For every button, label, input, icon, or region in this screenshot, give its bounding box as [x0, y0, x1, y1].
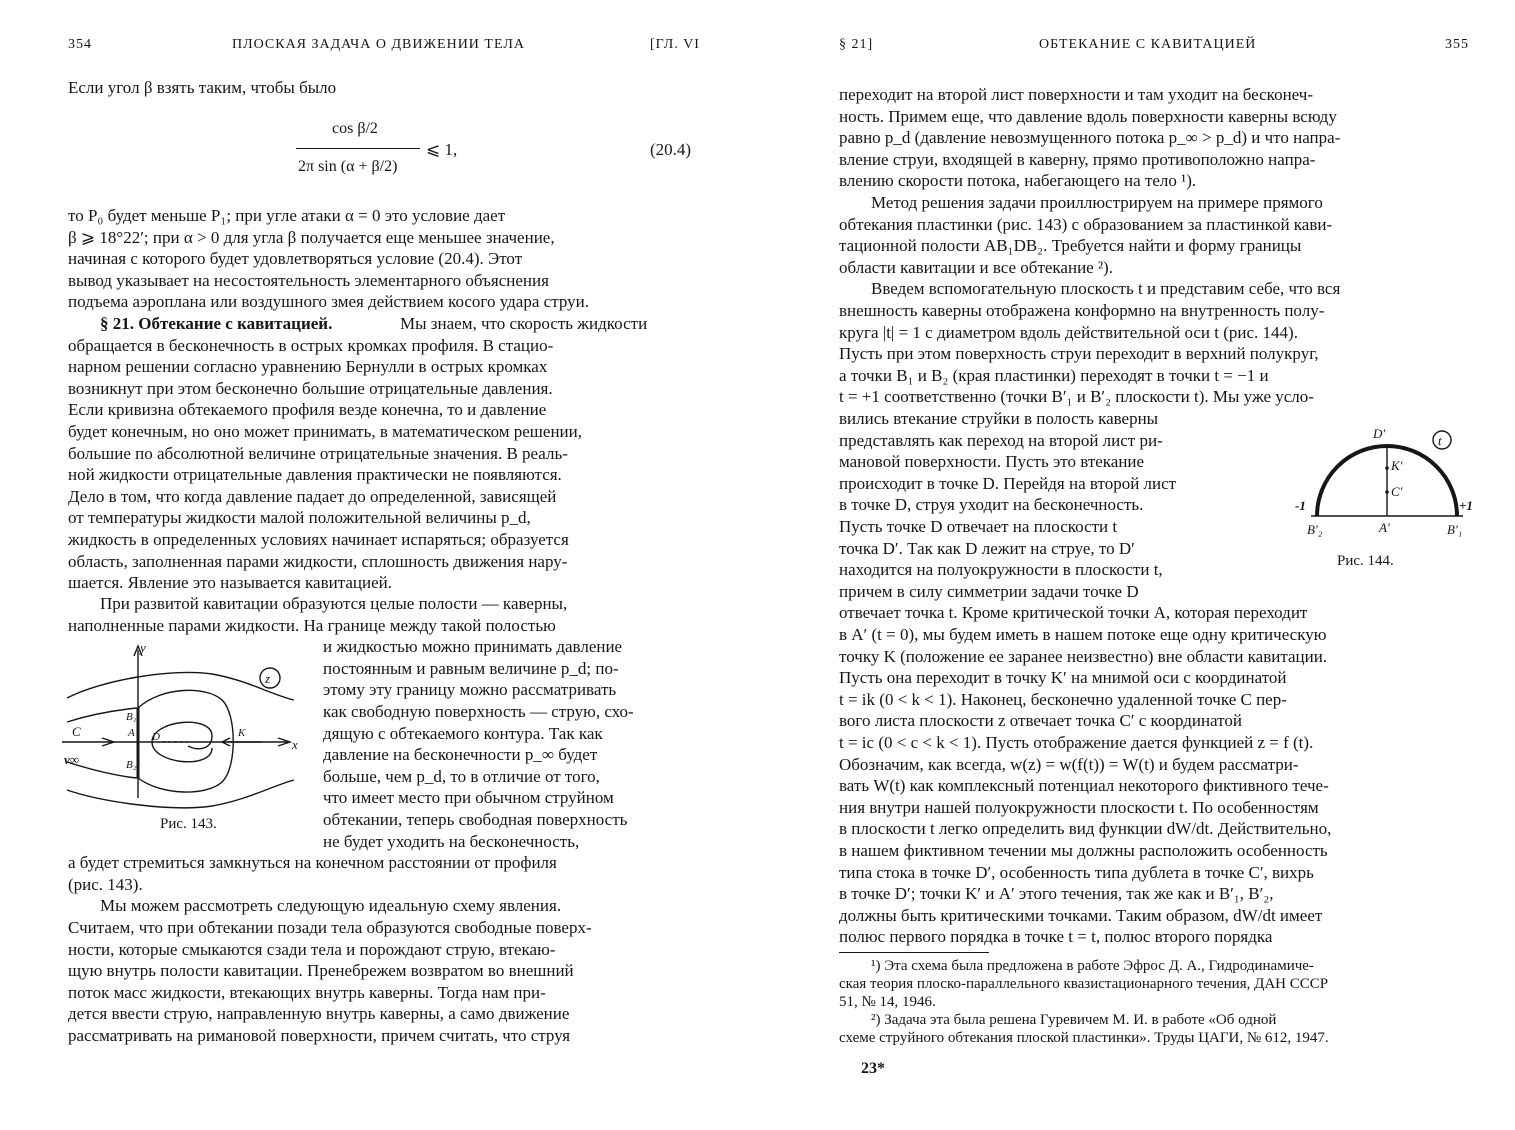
running-title: ПЛОСКАЯ ЗАДАЧА О ДВИЖЕНИИ ТЕЛА	[232, 37, 525, 52]
text-line: возникнут при этом бесконечно большие отрицательные давления.	[68, 378, 553, 398]
text-line: в A′ (t = 0), мы будем иметь в нашем потоке еще одну критическую	[839, 625, 1327, 644]
running-title: ОБТЕКАНИЕ С КАВИТАЦИЕЙ	[1039, 37, 1257, 52]
section-heading: § 21. Обтекание с кавитацией.	[100, 314, 333, 333]
figure-144-diagram	[1287, 418, 1482, 553]
streamline-bottom-outer	[67, 780, 294, 808]
signature-mark: 23*	[861, 1060, 885, 1077]
footnote-line: ская теория плоско-параллельного квазистационарного течения, ДАН СССР	[839, 976, 1329, 992]
text-line: t = ic (0 < c < k < 1). Пусть отображение дается функцией z = f (t).	[839, 733, 1314, 752]
text-line: влению скорости потока, набегающего на тело ¹).	[839, 171, 1197, 191]
text-line: Дело в том, что когда давление падает до определенной, зависящей	[68, 486, 557, 506]
text-line: области кавитации и все обтекание ²).	[839, 257, 1113, 277]
text-line: жидкость в определенных условиях начинает испаряться; образуется	[68, 530, 569, 549]
figure-144-caption: Рис. 144.	[1337, 553, 1394, 569]
text-line: t = +1 соответственно (точки B′₁ и B′₂ плоскости t). Мы уже усло-	[839, 387, 1314, 407]
text-line: не будет уходить на бесконечность,	[323, 831, 580, 851]
label-C-prime: C′	[1391, 484, 1403, 499]
text-line: давление на бесконечности p_∞ будет	[323, 745, 598, 765]
text-line: то P₀ будет меньше P₁; при угле атаки α = 0 это условие дает	[68, 206, 506, 225]
text-line: поток масс жидкости, втекающих внутрь каверны. Тогда нам при-	[68, 982, 546, 1002]
text-line: а точки B₁ и B₂ (края пластинки) переходят в точки t = −1 и	[839, 365, 1269, 385]
right-page	[757, 0, 1515, 1130]
text-line: в плоскости t легко определить вид функции dW/dt. Действительно,	[839, 819, 1332, 839]
figure-143-caption: Рис. 143.	[160, 816, 217, 832]
figure-143-diagram	[62, 640, 312, 816]
text-line: вывод указывает на несостоятельность элементарного объяснения	[68, 270, 549, 290]
label-K: K	[238, 727, 246, 739]
label-K-prime: K′	[1391, 458, 1403, 473]
text-line: ность. Примем еще, что давление вдоль поверхности каверны всюду	[839, 106, 1337, 126]
text-line: в точке D′; точки K′ и A′ этого течения, так же как и B′₁, B′₂,	[839, 884, 1274, 904]
text-line: начиная с которого будет удовлетворяться условие (20.4). Этот	[68, 249, 523, 269]
text-line: Обозначим, как всегда, w(z) = w(f(t)) = W(t) и будем рассматри-	[839, 754, 1299, 774]
text-line: Мы можем рассмотреть следующую идеальную схему явления.	[100, 896, 562, 916]
text-line: (рис. 143).	[68, 874, 143, 894]
formula-numerator: cos β/2	[332, 120, 378, 137]
text-line: Пусть при этом поверхность струи переходит в верхний полукруг,	[839, 344, 1319, 364]
text-line: При развитой кавитации образуются целые полости — каверны,	[100, 594, 568, 613]
label-z: z	[265, 671, 271, 686]
text-line: вились втекание струйки в полость каверны	[839, 409, 1159, 428]
cavity-inner-jet	[152, 722, 212, 749]
label-D: D	[152, 731, 160, 743]
text-line: и жидкостью можно принимать давление	[323, 637, 623, 657]
label-B2-prime: B′₂	[1307, 522, 1323, 537]
text-line: область, заполненная парами жидкости, сплошность движения нару-	[68, 551, 568, 571]
text-line: обтекания пластинки (рис. 143) с образованием за пластинкой кави-	[839, 214, 1333, 234]
text-line: подъема аэроплана или воздушного змея действием косого удара струи.	[68, 292, 589, 312]
text-line: должны быть критическими точками. Таким образом, dW/dt имеет	[839, 905, 1323, 925]
text-line: обращается в бесконечность в острых кромках профиля. В стацио-	[68, 335, 554, 355]
text-line: шается. Явление это называется кавитацией.	[68, 573, 392, 593]
label-y: y	[140, 640, 146, 655]
label-D-prime: D′	[1373, 426, 1386, 441]
text-line: Мы знаем, что скорость жидкости	[400, 314, 648, 333]
text-line: в нашем фиктивном течении мы должны расположить особенность	[839, 841, 1328, 860]
text-line: вление струи, входящей в каверну, прямо противоположно напра-	[839, 149, 1316, 169]
text-line: Если кривизна обтекаемого профиля везде конечна, то и давление	[68, 400, 547, 420]
text-line: дется ввести струю, направленную внутрь каверны, а само движение	[68, 1004, 570, 1024]
text-line: нарном решении согласно уравнению Бернулли в острых кромках	[68, 357, 548, 377]
label-B1: B₁	[126, 711, 137, 723]
text-line: β ⩾ 18°22′; при α > 0 для угла β получается еще меньшее значение,	[68, 227, 555, 247]
label-v-infinity: v∞	[64, 752, 80, 767]
label-plus-one: +1	[1459, 498, 1473, 513]
text-line: Введем вспомогательную плоскость t и представим себе, что вся	[871, 279, 1341, 299]
t-circle	[1433, 431, 1451, 449]
point-K	[1385, 466, 1389, 470]
text-line: вого листа плоскости z отвечает точка C′ с координатой	[839, 711, 1242, 731]
text-line: будет конечным, но оно может принимать, в математическом решении,	[68, 422, 582, 441]
text-line: Пусть точке D отвечает на плоскости t	[839, 517, 1118, 536]
label-B1-prime: B′₁	[1447, 522, 1463, 537]
label-C: C	[72, 724, 81, 739]
label-A-prime: A′	[1379, 520, 1390, 535]
text-line: полюс первого порядка в точке t = t, полюс второго порядка	[839, 927, 1273, 947]
text-line: представлять как переход на второй лист ри-	[839, 430, 1163, 450]
text-line: переходит на второй лист поверхности и там уходит на бесконеч-	[839, 85, 1314, 104]
footnote-rule	[839, 952, 989, 953]
footnote-line: ²) Задача эта была решена Гуревичем М. И. в работе «Об одной	[871, 1012, 1277, 1028]
text-line: точка D′. Так как D лежит на струе, то D′	[839, 538, 1135, 558]
text-line: постоянным и равным величине p_d; по-	[323, 658, 619, 678]
label-t: t	[1438, 433, 1442, 448]
text-line: как свободную поверхность — струю, схо-	[323, 702, 634, 721]
text-line: этому эту границу можно рассматривать	[323, 680, 617, 700]
text-line: вать W(t) как комплексный потенциал некоторого фиктивного тече-	[839, 776, 1329, 796]
text-line: происходит в точке D. Перейдя на второй лист	[839, 473, 1177, 493]
left-page	[0, 0, 757, 1130]
text-line: больше, чем p_d, то в отличие от того,	[323, 766, 600, 786]
text-line: t = ik (0 < k < 1). Наконец, бесконечно удаленной точке C пер-	[839, 689, 1287, 709]
text-line: дящую с обтекаемого контура. Так как	[323, 723, 603, 743]
point-C	[1385, 490, 1389, 494]
text-line: а будет стремиться замкнуться на конечном расстоянии от профиля	[68, 853, 557, 873]
text-line: в точке D, струя уходит на бесконечность.	[839, 495, 1144, 515]
formula-relation: ⩽ 1,	[426, 140, 458, 159]
text-line: тационной полости AB₁DB₂. Требуется найти и форму границы	[839, 236, 1302, 256]
text-line: круга |t| = 1 с диаметром вдоль действительной оси t (рис. 144).	[839, 322, 1298, 342]
text-line: Считаем, что при обтекании позади тела образуются свободные поверх-	[68, 918, 592, 937]
footnote-line: ¹) Эта схема была предложена в работе Эфрос Д. А., Гидродинамиче-	[871, 958, 1314, 974]
text-line: большие по абсолютной величине отрицательные значения. В реаль-	[68, 443, 568, 463]
page-number: 355	[1445, 37, 1469, 52]
text-line: что имеет место при обычном струйном	[323, 788, 614, 808]
intro-line: Если угол β взять таким, чтобы было	[68, 78, 337, 97]
formula-denominator: 2π sin (α + β/2)	[298, 158, 398, 175]
text-line: от температуры жидкости малой положительной величины p_d,	[68, 508, 531, 528]
label-x: x	[292, 737, 298, 752]
text-line: щую внутрь полости кавитации. Пренебрежем возвратом во внешний	[68, 961, 574, 981]
cavity-inner-jet-lower	[152, 742, 212, 762]
footnote-line: схеме струйного обтекания плоской пластинки». Труды ЦАГИ, № 612, 1947.	[839, 1030, 1329, 1046]
text-line: обтекании, теперь свободная поверхность	[323, 810, 628, 829]
text-line: Пусть она переходит в точку K′ на мнимой оси с координатой	[839, 668, 1287, 688]
text-line: отвечает точка t. Кроме критической точки A, которая переходит	[839, 603, 1308, 623]
text-line: причем в силу симметрии задачи точке D	[839, 581, 1139, 601]
label-A: A	[128, 727, 135, 739]
text-line: мановой поверхности. Пусть это втекание	[839, 452, 1145, 472]
text-line: наполненные парами жидкости. На границе между такой полостью	[68, 615, 556, 635]
footnote-line: 51, № 14, 1946.	[839, 994, 936, 1010]
text-line: типа стока в точке D′, особенность типа дублета в точке C′, вихрь	[839, 862, 1314, 882]
text-line: внешность каверны отображена конформно на внутренность полу-	[839, 301, 1325, 320]
text-line: ности, которые смыкаются сзади тела и порождают струю, втекаю-	[68, 939, 556, 959]
text-line: ной жидкости отрицательные давления практически не появляются.	[68, 465, 562, 485]
label-B2: B₂	[126, 759, 137, 771]
chapter-label: [ГЛ. VI	[650, 37, 700, 52]
label-minus-one: -1	[1295, 498, 1306, 513]
section-label: § 21]	[839, 37, 874, 52]
text-line: рассматривать на римановой поверхности, причем считать, что струя	[68, 1026, 571, 1045]
text-line: равно p_d (давление невозмущенного потока p_∞ > p_d) и что напра-	[839, 128, 1341, 148]
page-number: 354	[68, 37, 92, 52]
text-line: ния внутри нашей полуокружности плоскости t. По особенностям	[839, 797, 1319, 817]
text-line: Метод решения задачи проиллюстрируем на примере прямого	[871, 193, 1323, 212]
text-line: находится на полуокружности в плоскости t,	[839, 560, 1163, 580]
text-line: точку K (положение ее заранее неизвестно) вне области кавитации.	[839, 646, 1328, 666]
equation-number: (20.4)	[650, 140, 692, 159]
fraction-bar	[296, 148, 420, 149]
